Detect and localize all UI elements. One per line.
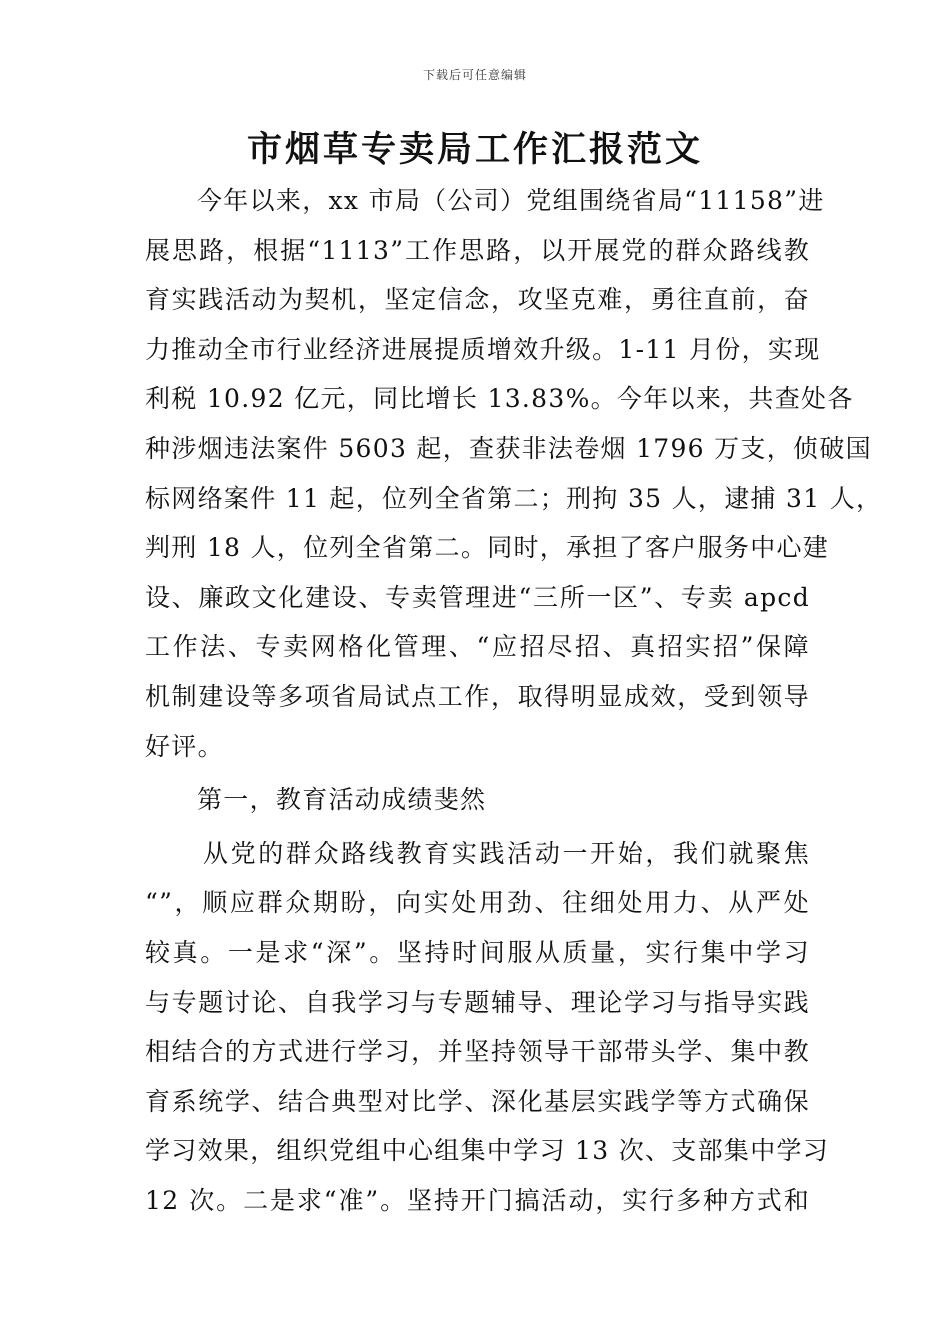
paragraph-line: 相结合的方式进行学习，并坚持领导干部带头学、集中教	[145, 1037, 810, 1067]
paragraph-line: 展思路，根据“1113”工作思路，以开展党的群众路线教	[145, 235, 810, 265]
paragraph-line: 工作法、专卖网格化管理、“应招尽招、真招实招”保障	[145, 632, 810, 662]
paragraph-line: 育实践活动为契机，坚定信念，攻坚克难，勇往直前，奋	[145, 285, 810, 315]
paragraph-line: 好评。	[145, 731, 224, 761]
paragraph-line: 标网络案件 11 起，位列全省第二；刑拘 35 人，逮捕 31 人，	[145, 483, 883, 513]
paragraph-line: 设、廉政文化建设、专卖管理进“三所一区”、专卖 apcd	[145, 582, 810, 612]
paragraph-line: 判刑 18 人，位列全省第二。同时，承担了客户服务中心建	[145, 533, 830, 563]
paragraph-line: 学习效果，组织党组中心组集中学习 13 次、支部集中学习	[145, 1136, 830, 1166]
paragraph-line: 种涉烟违法案件 5603 起，查获非法卷烟 1796 万支，侦破国	[145, 433, 872, 463]
paragraph-line: 育系统学、结合典型对比学、深化基层实践学等方式确保	[145, 1086, 810, 1116]
document-body	[145, 176, 883, 1225]
header-note: 下载后可任意编辑	[422, 68, 527, 82]
paragraph-line: 机制建设等多项省局试点工作，取得明显成效，受到领导	[145, 681, 810, 711]
paragraph-line: “”，顺应群众期盼，向实处用劲、往细处用力、从严处	[145, 888, 810, 918]
paragraph-line: 利税 10.92 亿元，同比增长 13.83%。今年以来，共查处各	[145, 384, 854, 414]
paragraph-line: 从党的群众路线教育实践活动一开始，我们就聚焦	[203, 838, 810, 868]
paragraph-line: 力推动全市行业经济进展提质增效升级。1-11 月份，实现	[145, 334, 821, 364]
section-heading: 第一，教育活动成绩斐然	[197, 785, 487, 815]
document-title: 市烟草专卖局工作汇报范文	[246, 130, 703, 170]
paragraph-line: 较真。一是求“深”。坚持时间服从质量，实行集中学习	[145, 937, 810, 967]
paragraph-line: 12 次。二是求“准”。坚持开门搞活动，实行多种方式和	[145, 1185, 810, 1215]
paragraph-line: 与专题讨论、自我学习与专题辅导、理论学习与指导实践	[145, 987, 810, 1017]
paragraph-line: 今年以来，xx 市局（公司）党组围绕省局“11158”进	[197, 186, 825, 215]
